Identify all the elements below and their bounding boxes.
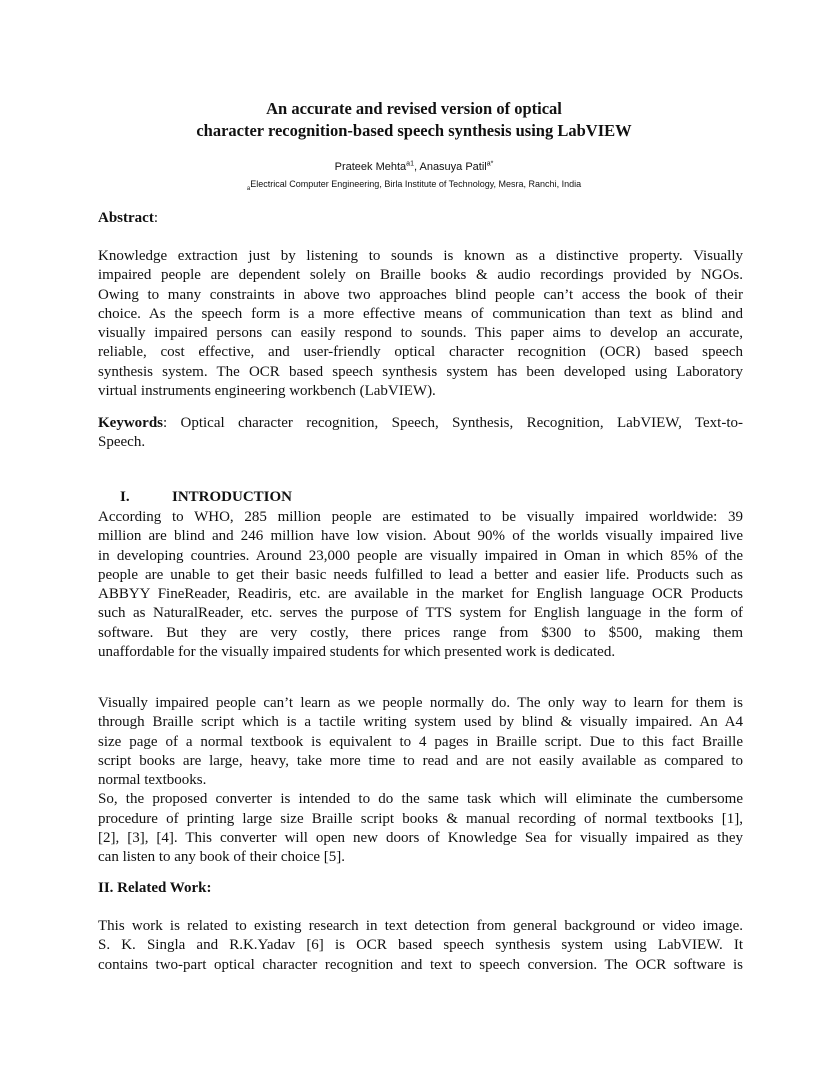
author-list <box>0 160 828 174</box>
intro-line: [2], [3], [4]. This converter will open new doors of Knowledge Sea for visually impaired as they <box>98 830 743 847</box>
related-line: This work is related to existing research in text detection from general background or video image. <box>98 918 743 934</box>
intro-line: in developing countries. Around 23,000 people are visually impaired in Oman in which 85% of the <box>98 547 743 564</box>
intro-line: According to WHO, 285 million people are estimated to be visually impaired worldwide: 39 <box>98 509 743 525</box>
title-line-1: An accurate and revised version of optical <box>266 99 562 118</box>
related-line: S. K. Singla and R.K.Yadav [6] is OCR based speech synthesis system using LabVIEW. It <box>98 937 743 954</box>
author-2: Anasuya Patil <box>419 161 487 173</box>
intro-line: So, the proposed converter is intended to do the same task which will eliminate the cumbersome <box>98 791 743 808</box>
abstract-line: virtual instruments engineering workbench (LabVIEW). <box>98 383 436 400</box>
intro-line: procedure of printing large size Braille script books & manual recording of normal textbooks [1], <box>98 810 743 827</box>
section-heading-related-work: II. Related Work: <box>98 880 212 896</box>
intro-line: script books are large, heavy, take more time to read and are not easily available as compared to <box>98 752 743 769</box>
intro-line: software. But they are very costly, there prices range from $300 to $500, making them <box>98 624 743 641</box>
abstract-heading-colon: : <box>153 210 158 226</box>
intro-line: ABBYY FineReader, Readiris, etc. are available in the market for English language OCR Products <box>98 586 743 603</box>
author-separator: , <box>413 161 420 173</box>
section-title: INTRODUCTION <box>172 489 293 505</box>
intro-line: unaffordable for the visually impaired students for which presented work is dedicated. <box>98 644 616 661</box>
keywords-text: : Optical character recognition, Speech, Synthesis, Recognition, LabVIEW, Text-to- <box>163 415 743 431</box>
abstract-heading-text: Abstract <box>98 210 154 226</box>
section-number: I. <box>120 489 130 505</box>
paper-title <box>0 98 828 142</box>
author-1-affil-mark: a1 <box>406 160 414 168</box>
intro-line: million are blind and 246 million have low vision. About 90% of the worlds visually impaired live <box>98 528 743 545</box>
intro-line: normal textbooks. <box>98 772 207 789</box>
abstract-line: impaired people are dependent solely on Braille books & audio recordings provided by NGOs. <box>98 267 743 284</box>
abstract-heading <box>98 209 158 228</box>
intro-line: can listen to any book of their choice [5]. <box>98 849 346 866</box>
intro-line: such as NaturalReader, etc. serves the purpose of TTS system for English language in the form of <box>98 605 743 622</box>
abstract-line: Knowledge extraction just by listening to sounds is known as a distinctive property. Visually <box>98 248 743 264</box>
keywords-heading: Keywords <box>98 415 163 431</box>
author-2-affil-mark: a* <box>486 160 494 168</box>
title-line-2: character recognition-based speech synthesis using LabVIEW <box>196 121 632 140</box>
intro-paragraph-2 <box>98 694 743 868</box>
abstract-line: reliable, cost effective, and user-friendly optical character recognition (OCR) based speech <box>98 344 743 361</box>
section-heading-introduction <box>120 488 292 507</box>
intro-line: people are unable to get their basic needs fulfilled to lead a better and easier life. Products such as <box>98 566 743 583</box>
affiliation-mark: a <box>246 185 251 192</box>
related-work-paragraph <box>98 917 743 975</box>
intro-line: Visually impaired people can’t learn as we people normally do. The only way to learn for them is <box>98 695 743 711</box>
keywords-paragraph <box>98 414 743 453</box>
abstract-line: visually impaired persons can easily respond to sounds. This paper aims to develop an accurate, <box>98 325 743 342</box>
abstract-paragraph <box>98 247 743 401</box>
abstract-line: choice. As the speech form is a more effective means of communication than text as blind and <box>98 305 743 322</box>
keywords-line: Speech. <box>98 434 146 451</box>
author-1: Prateek Mehta <box>334 161 407 173</box>
intro-paragraph-1 <box>98 508 743 662</box>
intro-line: size page of a normal textbook is equivalent to 4 pages in Braille script. Due to this fact Braille <box>98 733 743 750</box>
abstract-line: Owing to many constraints in above two approaches blind people can’t access the book of their <box>98 286 743 303</box>
abstract-line: synthesis system. The OCR based speech synthesis system has been developed using Laboratory <box>98 363 743 380</box>
affiliation <box>0 178 828 195</box>
intro-line: through Braille script which is a tactile writing system used by blind & visually impaired. An A4 <box>98 714 743 731</box>
affiliation-text: Electrical Computer Engineering, Birla Institute of Technology, Mesra, Ranchi, India <box>250 179 582 189</box>
related-line: contains two-part optical character recognition and text to speech conversion. The OCR software is <box>98 956 743 973</box>
